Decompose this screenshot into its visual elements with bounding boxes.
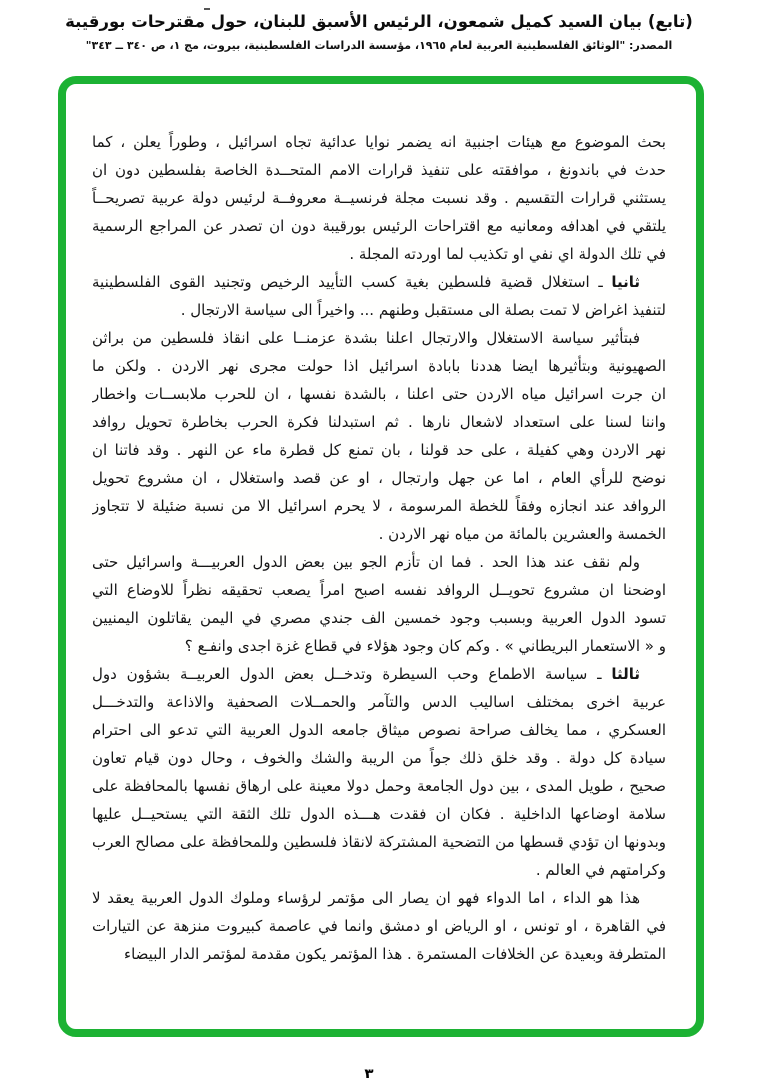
text-line: الصهيونية وبتأثيرها ايضا هددنا بابادة اسرائيل اذا حولت مجرى نهر الاردن . ولكن ما [92,357,666,375]
text-line: يلتقي في اهدافه ومعانيه مع اقتراحات الرئيس بورقيبة دون ان تصدر عن المراجع الرسمية [92,217,666,235]
text-line: بحث الموضوع مع هيئات اجنبية انه يضمر نوايا عدائية تجاه اسرائيل ، وطوراً يعلن ، كما [92,133,666,151]
text-line: لتنفيذ اغراض لا تمت بصلة الى مستقبل وطنهم ... واخيراً الى سياسة الارتجال . [180,301,666,319]
text-line: نوضح للرأي العام ، اما عن جهل وارتجال ، او عن قصد واستغلال ، ان مشروع تحويل [92,469,666,487]
paragraph [92,548,666,660]
text-line: سيادة كل دولة . وقد خلق ذلك جواً من الريبة والشك والخوف ، وحال دون قيام تعاون [92,749,666,767]
text-line: نهر الاردن وهي كفيلة ، على حد قولنا ، بان تمنع كل قطرة ماء عن النهر . وقد فاتنا ان [92,441,666,459]
text-line: اوضحنا ان مشروع تحويــل الروافد نفسه اصبح امراً يصعب تحقيقه نظراً للاوضاع التي [92,581,666,599]
text-line: هذا هو الداء ، اما الدواء فهو ان يصار الى مؤتمر لرؤساء وملوك الدول العربية يعقد لا [92,889,640,907]
text-line: في القاهرة ، او تونس ، او الرياض او دمشق وانما في عاصمة كبيروت منزهة عن التيارات [92,917,666,935]
source-citation: المصدر: "الوثائق الفلسطينية العربية لعام ١٩٦٥، مؤسسة الدراسات الفلسطينية، بيروت، مج ١، ص ٣٤٠ ــ ٣٤٣" [85,39,673,52]
text-line: ثانيا ـ استغلال قضية فلسطين بغية كسب التأييد الرخيص وتجنيد القوى الفلسطينية [92,273,640,291]
document-title: (تابع) بيان السيد كميل شمعون، الرئيس الأسبق للبنان، حول مقترحات بورقيبة [65,12,693,31]
paragraph [92,324,666,548]
text-line: فبتأثير سياسة الاستغلال والارتجال اعلنا بشدة عزمنــا على انقاذ فلسطين من براثن [92,329,640,347]
text-line: ولم نقف عند هذا الحد . فما ان تأزم الجو بين بعض الدول العربيـــة واسرائيل حتى [92,553,640,571]
text-line: الخمسة والعشرين بالمائة من مياه نهر الاردن . [378,525,666,543]
text-line: يستثني قرارات التقسيم . وقد نسبت مجلة فرنسيــة معروفــة لرئيس دولة عربية تصريحــاً [92,189,666,207]
paragraph [92,268,666,324]
text-line: وبدونها ان تؤدي قسطها من التضحية المشتركة لانقاذ فلسطين وللمحافظة على مصالح العرب [92,833,666,851]
text-line: المتطرفة وبعيدة عن الخلافات المستمرة . هذا المؤتمر يكون مقدمة لمؤتمر الدار البيضاء [124,945,666,963]
scan-noise-mark [204,8,210,10]
paragraph [92,660,666,884]
text-line: صحيح ، طويل المدى ، بين دول الجامعة وحمل دولا معينة على ارهاق نفسها بالمحافظة على [92,777,666,795]
text-line: سلامة اوضاعها الداخلية . فكان ان فقدت هـــذه الدول تلك الثقة التي يستحيــل عليها [92,805,666,823]
text-line: تسود الدول العربية وبسبب وجود خمسين الف جندي مصري في اليمن يقاتلون اليمنيين [92,609,666,627]
text-line: وكرامتهم في العالم . [535,861,666,879]
document-body [92,128,666,968]
text-line: في تلك الدولة اي نفي او تكذيب لما اوردته المجلة . [349,245,666,263]
page-number: ٣ [364,1067,374,1078]
text-line: حدث في باندونغ ، موافقته على تنفيذ قرارات الامم المتحــدة الخاصة بفلسطين دون ان [92,161,666,179]
text-line: عربية اخرى بمختلف اساليب الدس والتآمر والحمــلات الصحفية والاذاعة والتدخـــل [92,693,666,711]
text-line: الروافد عند انجازه وفقاً للخطة المرسومة ، لا يحرم اسرائيل الا من نسبة ضئيلة لا تتجاوز [92,497,666,515]
text-line: ان جرت اسرائيل مياه الاردن حتى اعلنا ، بالشدة نفسها ، ان للحرب ملابســات واخطار [92,385,666,403]
document-header [0,12,758,52]
text-line: ثالثا ـ سياسة الاطماع وحب السيطرة وتدخــل بعض الدول العربيــة بشؤون دول [92,665,640,683]
paragraph [92,128,666,268]
green-border-frame [58,76,704,1037]
text-line: واننا لسنا على استعداد لاشعال نارها . ثم استبدلنا فكرة الحرب بخاطرة تحويل روافد [92,413,666,431]
text-line: العسكري ، مما يخالف صراحة نصوص ميثاق جامعه الدول العربية التي تدعو الى احترام [92,721,666,739]
text-line: و « الاستعمار البريطاني » . وكم كان وجود هؤلاء في قطاع غزة اجدى وانفـع ؟ [184,637,666,655]
paragraph [92,884,666,968]
